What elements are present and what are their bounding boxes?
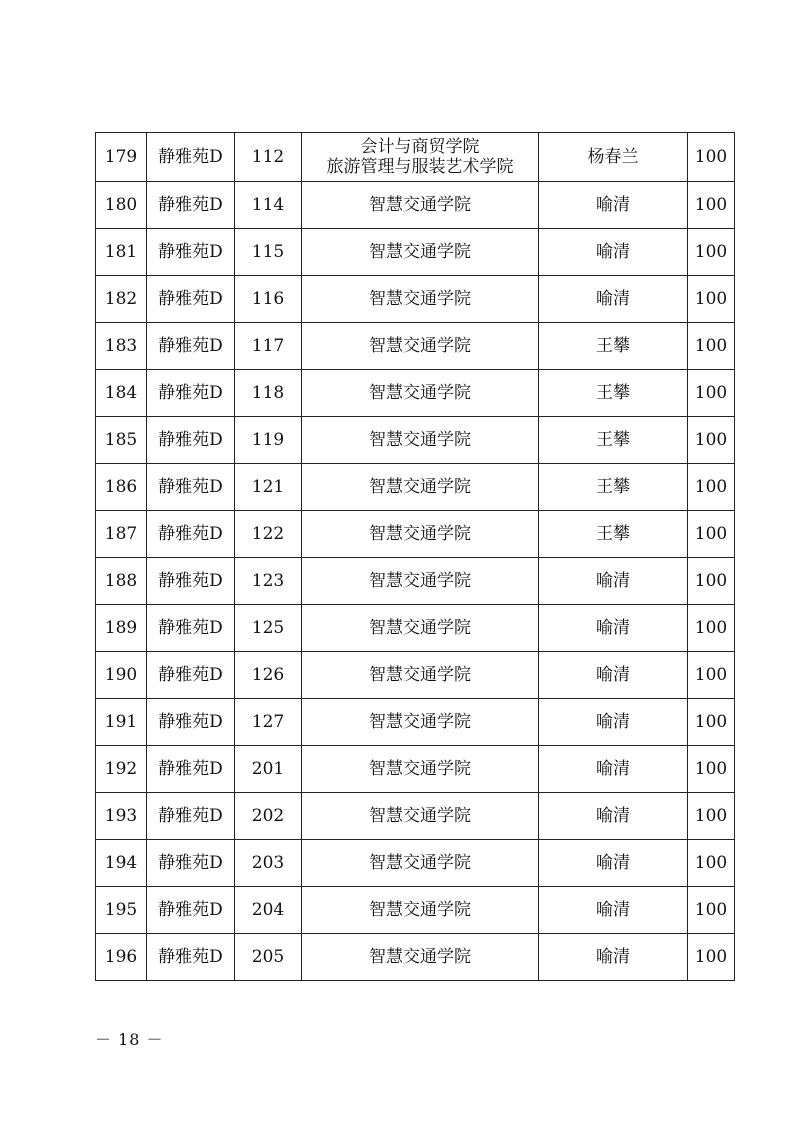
score-cell: 100 xyxy=(688,229,735,276)
score-cell: 100 xyxy=(688,417,735,464)
room-cell: 125 xyxy=(235,605,302,652)
college-line: 智慧交通学院 xyxy=(369,617,471,638)
table-row xyxy=(96,182,735,229)
score-cell: 100 xyxy=(688,276,735,323)
row-number-cell: 192 xyxy=(96,746,147,793)
college-cell xyxy=(302,699,539,746)
person-cell: 喻清 xyxy=(539,934,688,981)
score-cell: 100 xyxy=(688,370,735,417)
room-cell: 114 xyxy=(235,182,302,229)
building-cell: 静雅苑D xyxy=(147,464,235,511)
college-cell xyxy=(302,605,539,652)
room-cell: 127 xyxy=(235,699,302,746)
college-cell xyxy=(302,417,539,464)
building-cell: 静雅苑D xyxy=(147,511,235,558)
person-cell: 喻清 xyxy=(539,182,688,229)
table-body xyxy=(96,133,735,981)
score-cell: 100 xyxy=(688,133,735,182)
table-row xyxy=(96,887,735,934)
college-cell xyxy=(302,464,539,511)
college-line: 智慧交通学院 xyxy=(369,382,471,403)
building-cell: 静雅苑D xyxy=(147,605,235,652)
person-cell: 喻清 xyxy=(539,605,688,652)
table-row xyxy=(96,746,735,793)
college-cell xyxy=(302,133,539,182)
row-number-cell: 181 xyxy=(96,229,147,276)
person-cell: 王攀 xyxy=(539,417,688,464)
college-cell xyxy=(302,229,539,276)
building-cell: 静雅苑D xyxy=(147,652,235,699)
row-number-cell: 187 xyxy=(96,511,147,558)
table-row xyxy=(96,370,735,417)
person-cell: 喻清 xyxy=(539,840,688,887)
college-line: 智慧交通学院 xyxy=(369,335,471,356)
row-number-cell: 194 xyxy=(96,840,147,887)
building-cell: 静雅苑D xyxy=(147,558,235,605)
college-line: 旅游管理与服装艺术学院 xyxy=(326,157,514,177)
score-cell: 100 xyxy=(688,746,735,793)
person-cell: 喻清 xyxy=(539,558,688,605)
score-cell: 100 xyxy=(688,558,735,605)
row-number-cell: 191 xyxy=(96,699,147,746)
person-cell: 喻清 xyxy=(539,652,688,699)
room-cell: 203 xyxy=(235,840,302,887)
score-cell: 100 xyxy=(688,699,735,746)
college-cell xyxy=(302,746,539,793)
college-line: 智慧交通学院 xyxy=(369,664,471,685)
college-cell xyxy=(302,934,539,981)
room-cell: 112 xyxy=(235,133,302,182)
table-row xyxy=(96,699,735,746)
room-cell: 205 xyxy=(235,934,302,981)
score-cell: 100 xyxy=(688,182,735,229)
row-number-cell: 180 xyxy=(96,182,147,229)
college-cell xyxy=(302,558,539,605)
college-cell xyxy=(302,652,539,699)
building-cell: 静雅苑D xyxy=(147,133,235,182)
room-cell: 116 xyxy=(235,276,302,323)
college-line: 会计与商贸学院 xyxy=(360,136,480,157)
person-cell: 杨春兰 xyxy=(539,133,688,182)
building-cell: 静雅苑D xyxy=(147,417,235,464)
college-cell xyxy=(302,182,539,229)
room-cell: 122 xyxy=(235,511,302,558)
college-line: 智慧交通学院 xyxy=(369,523,471,544)
building-cell: 静雅苑D xyxy=(147,229,235,276)
table-row xyxy=(96,605,735,652)
building-cell: 静雅苑D xyxy=(147,323,235,370)
score-cell: 100 xyxy=(688,887,735,934)
table-row xyxy=(96,511,735,558)
row-number-cell: 185 xyxy=(96,417,147,464)
score-cell: 100 xyxy=(688,793,735,840)
college-cell xyxy=(302,276,539,323)
page-number: － 18 － xyxy=(95,1030,164,1049)
college-cell xyxy=(302,511,539,558)
score-cell: 100 xyxy=(688,323,735,370)
room-cell: 202 xyxy=(235,793,302,840)
room-cell: 126 xyxy=(235,652,302,699)
person-cell: 喻清 xyxy=(539,229,688,276)
college-cell xyxy=(302,793,539,840)
person-cell: 王攀 xyxy=(539,464,688,511)
college-line: 智慧交通学院 xyxy=(369,946,471,967)
score-cell: 100 xyxy=(688,464,735,511)
row-number-cell: 183 xyxy=(96,323,147,370)
table-row xyxy=(96,840,735,887)
college-line: 智慧交通学院 xyxy=(369,476,471,497)
room-cell: 204 xyxy=(235,887,302,934)
row-number-cell: 195 xyxy=(96,887,147,934)
row-number-cell: 196 xyxy=(96,934,147,981)
college-line: 智慧交通学院 xyxy=(369,429,471,450)
score-cell: 100 xyxy=(688,511,735,558)
person-cell: 喻清 xyxy=(539,276,688,323)
building-cell: 静雅苑D xyxy=(147,746,235,793)
building-cell: 静雅苑D xyxy=(147,934,235,981)
college-cell xyxy=(302,887,539,934)
table-row xyxy=(96,417,735,464)
table-row xyxy=(96,652,735,699)
college-line: 智慧交通学院 xyxy=(369,758,471,779)
score-cell: 100 xyxy=(688,605,735,652)
dorm-inspection-table xyxy=(95,132,735,981)
person-cell: 喻清 xyxy=(539,699,688,746)
row-number-cell: 182 xyxy=(96,276,147,323)
table-row xyxy=(96,276,735,323)
building-cell: 静雅苑D xyxy=(147,370,235,417)
room-cell: 118 xyxy=(235,370,302,417)
building-cell: 静雅苑D xyxy=(147,276,235,323)
building-cell: 静雅苑D xyxy=(147,699,235,746)
building-cell: 静雅苑D xyxy=(147,182,235,229)
row-number-cell: 186 xyxy=(96,464,147,511)
person-cell: 喻清 xyxy=(539,746,688,793)
score-cell: 100 xyxy=(688,652,735,699)
room-cell: 201 xyxy=(235,746,302,793)
row-number-cell: 190 xyxy=(96,652,147,699)
table-row xyxy=(96,133,735,182)
person-cell: 喻清 xyxy=(539,887,688,934)
score-cell: 100 xyxy=(688,840,735,887)
row-number-cell: 189 xyxy=(96,605,147,652)
table-row xyxy=(96,464,735,511)
college-line: 智慧交通学院 xyxy=(369,570,471,591)
room-cell: 119 xyxy=(235,417,302,464)
score-cell: 100 xyxy=(688,934,735,981)
college-line: 智慧交通学院 xyxy=(369,711,471,732)
building-cell: 静雅苑D xyxy=(147,793,235,840)
college-line: 智慧交通学院 xyxy=(369,288,471,309)
building-cell: 静雅苑D xyxy=(147,840,235,887)
table-row xyxy=(96,793,735,840)
row-number-cell: 193 xyxy=(96,793,147,840)
college-line: 智慧交通学院 xyxy=(369,852,471,873)
college-line: 智慧交通学院 xyxy=(369,805,471,826)
room-cell: 123 xyxy=(235,558,302,605)
person-cell: 王攀 xyxy=(539,323,688,370)
table-row xyxy=(96,229,735,276)
table-row xyxy=(96,558,735,605)
room-cell: 115 xyxy=(235,229,302,276)
row-number-cell: 188 xyxy=(96,558,147,605)
college-cell xyxy=(302,370,539,417)
row-number-cell: 179 xyxy=(96,133,147,182)
room-cell: 121 xyxy=(235,464,302,511)
college-cell xyxy=(302,323,539,370)
college-line: 智慧交通学院 xyxy=(369,899,471,920)
person-cell: 喻清 xyxy=(539,793,688,840)
college-line: 智慧交通学院 xyxy=(369,241,471,262)
table-row xyxy=(96,323,735,370)
room-cell: 117 xyxy=(235,323,302,370)
row-number-cell: 184 xyxy=(96,370,147,417)
college-cell xyxy=(302,840,539,887)
building-cell: 静雅苑D xyxy=(147,887,235,934)
table-row xyxy=(96,934,735,981)
college-line: 智慧交通学院 xyxy=(369,194,471,215)
person-cell: 王攀 xyxy=(539,511,688,558)
person-cell: 王攀 xyxy=(539,370,688,417)
